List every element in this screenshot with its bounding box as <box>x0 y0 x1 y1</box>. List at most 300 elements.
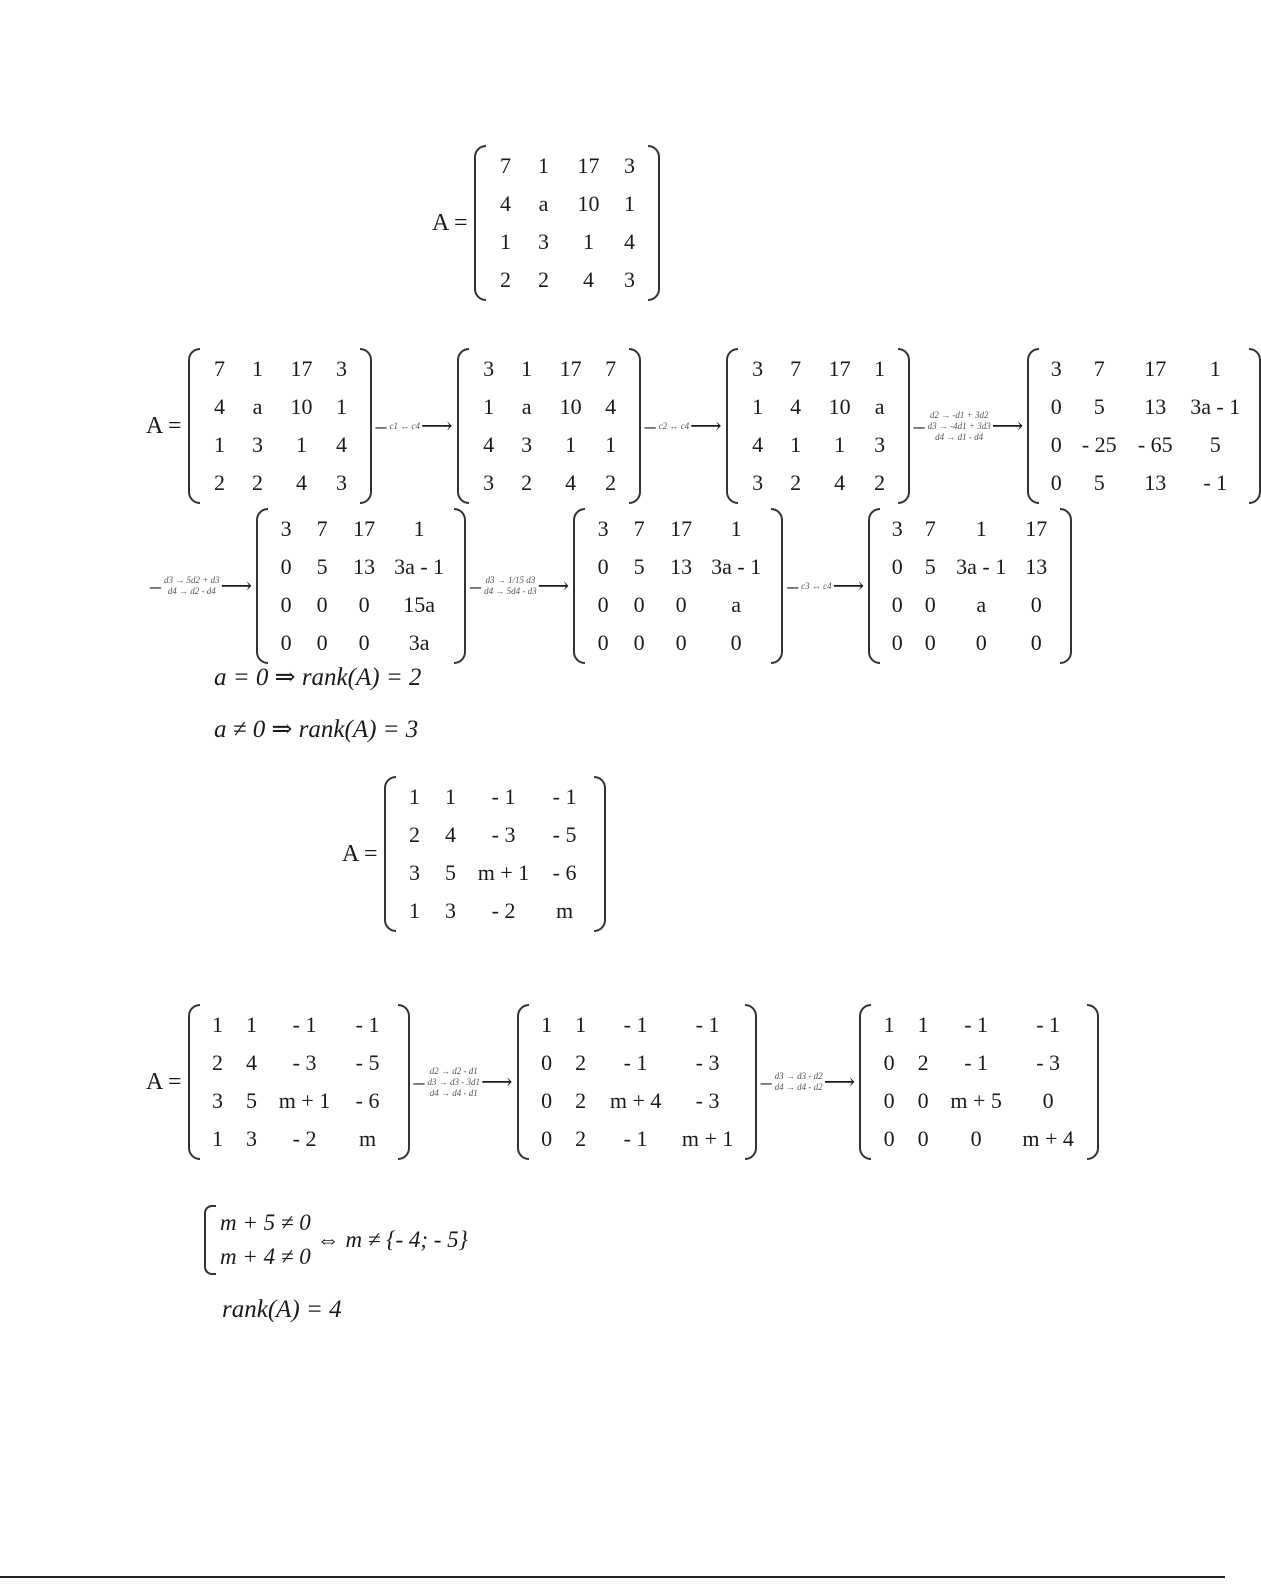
matrix-cell: 7 <box>924 516 936 541</box>
matrix-cell: - 2 <box>292 1126 317 1151</box>
matrix-cell: 0 <box>883 1126 895 1151</box>
left-paren <box>188 1004 200 1160</box>
operation-label: d3 → d3 - 3d1 <box>427 1076 481 1087</box>
matrix-cell: 4 <box>834 470 846 495</box>
matrix-cell: 1 <box>521 356 533 381</box>
matrix-cell: 13 <box>1144 394 1167 419</box>
left-paren <box>474 145 486 301</box>
matrix-cell: 3a - 1 <box>711 554 762 579</box>
matrix-cell: a <box>874 394 885 419</box>
matrix-row <box>1041 464 1247 502</box>
matrix-cell: - 1 <box>552 784 577 809</box>
row-operation-arrow <box>914 410 1024 443</box>
matrix-cell: 5 <box>316 554 328 579</box>
right-paren <box>1060 508 1072 664</box>
matrix-body <box>469 348 629 504</box>
matrix-cell: 2 <box>575 1050 587 1075</box>
operation-label: c3 ↔ c4 <box>801 580 832 591</box>
matrix-cell: 4 <box>246 1050 258 1075</box>
matrix-cell: - 6 <box>355 1088 380 1113</box>
matrix-cell: 17 <box>353 516 376 541</box>
matrix-cell: 1 <box>605 432 617 457</box>
matrix-cell: 2 <box>917 1050 929 1075</box>
right-arrow-icon: ⟶ <box>991 413 1024 438</box>
row-operation-arrow <box>470 573 569 599</box>
matrix-row <box>531 1006 743 1044</box>
matrix-cell: 1 <box>252 356 264 381</box>
matrix-row <box>488 223 646 261</box>
matrix-cell: 0 <box>633 592 645 617</box>
matrix-label: A = <box>432 209 468 236</box>
dash-symbol: – <box>470 573 482 598</box>
condition-system <box>204 1205 468 1275</box>
matrix <box>384 776 606 932</box>
matrix-cell: 1 <box>565 432 577 457</box>
matrix-cell: 5 <box>445 860 457 885</box>
right-paren <box>1087 1004 1099 1160</box>
matrix-cell: 5 <box>924 554 936 579</box>
matrix-cell: 1 <box>212 1012 224 1037</box>
right-paren <box>1249 348 1261 504</box>
left-paren <box>868 508 880 664</box>
matrix-cell: 1 <box>336 394 348 419</box>
row-operation-arrow <box>787 573 864 599</box>
matrix <box>859 1004 1099 1160</box>
matrix <box>517 1004 757 1160</box>
matrix-cell: 0 <box>1050 470 1062 495</box>
matrix-cell: - 1 <box>1036 1012 1061 1037</box>
matrix-row <box>531 1082 743 1120</box>
matrix <box>188 1004 410 1160</box>
matrix-body <box>200 348 360 504</box>
matrix-cell: 3a - 1 <box>1190 394 1241 419</box>
matrix-cell: 3 <box>1050 356 1062 381</box>
matrix <box>256 508 466 664</box>
matrix-cell: 3 <box>445 898 457 923</box>
right-paren <box>771 508 783 664</box>
matrix-row <box>1041 388 1247 426</box>
left-paren <box>256 508 268 664</box>
matrix-cell: 1 <box>874 356 886 381</box>
matrix-cell: 3 <box>212 1088 224 1113</box>
dash-symbol: – <box>375 413 387 438</box>
matrix-cell: - 3 <box>695 1050 720 1075</box>
matrix-row <box>471 350 627 388</box>
matrix-row <box>873 1006 1085 1044</box>
matrix-cell: 7 <box>316 516 328 541</box>
matrix-body <box>268 508 454 664</box>
matrix-body <box>871 1004 1087 1160</box>
matrix-cell: 7 <box>605 356 617 381</box>
operation-labels <box>928 410 991 443</box>
matrix-body <box>200 1004 398 1160</box>
matrix-cell: - 65 <box>1137 432 1173 457</box>
matrix-cell: 0 <box>891 592 903 617</box>
matrix-row <box>587 510 769 548</box>
matrix-cell: 1 <box>212 1126 224 1151</box>
dash-symbol: – <box>913 413 925 438</box>
operation-labels <box>801 581 832 592</box>
right-paren <box>648 145 660 301</box>
matrix-cell: 0 <box>633 630 645 655</box>
matrix-row <box>202 1120 396 1158</box>
condition-line: m + 5 ≠ 0 <box>220 1210 311 1235</box>
problem2-reduction-row <box>146 1004 1099 1160</box>
matrix-cell: 5 <box>1093 470 1105 495</box>
matrix-cell: 17 <box>1025 516 1048 541</box>
right-paren <box>898 348 910 504</box>
matrix-cell: m + 5 <box>950 1088 1002 1113</box>
matrix-cell: 3 <box>246 1126 258 1151</box>
matrix-row <box>1041 350 1247 388</box>
operation-label: d3 → -4d1 + 3d3 <box>927 420 991 431</box>
right-paren <box>745 1004 757 1160</box>
matrix-row <box>202 1082 396 1120</box>
matrix-row <box>740 388 896 426</box>
matrix-row <box>531 1120 743 1158</box>
matrix-cell: - 5 <box>552 822 577 847</box>
matrix-cell: 1 <box>752 394 764 419</box>
matrix-cell: 0 <box>597 592 609 617</box>
matrix-cell: 1 <box>883 1012 895 1037</box>
matrix-body <box>486 145 648 301</box>
matrix-cell: 0 <box>883 1088 895 1113</box>
matrix-cell: 7 <box>790 356 802 381</box>
matrix-cell: 0 <box>924 592 936 617</box>
matrix-cell: 0 <box>541 1126 553 1151</box>
dash-symbol: – <box>413 1069 425 1094</box>
matrix-cell: 1 <box>834 432 846 457</box>
matrix-cell: 13 <box>353 554 376 579</box>
matrix-cell: 5 <box>1093 394 1105 419</box>
matrix-cell: 13 <box>1025 554 1048 579</box>
operation-label: d3 → 1/15 d3 <box>485 575 536 585</box>
matrix-cell: 2 <box>409 822 421 847</box>
dash-symbol: – <box>150 573 161 598</box>
operation-label: d3 → 5d2 + d3 <box>164 575 220 585</box>
matrix-cell: 1 <box>1209 356 1221 381</box>
matrix-cell: 3a - 1 <box>956 554 1007 579</box>
right-paren <box>454 508 466 664</box>
matrix-cell: 4 <box>336 432 348 457</box>
matrix-label: A = <box>146 412 182 439</box>
matrix-cell: 0 <box>1050 394 1062 419</box>
operation-labels <box>659 421 690 432</box>
matrix-cell: - 6 <box>552 860 577 885</box>
matrix-cell: 3 <box>336 356 348 381</box>
matrix-cell: 3 <box>597 516 609 541</box>
matrix-cell: - 1 <box>292 1012 317 1037</box>
matrix-body <box>880 508 1060 664</box>
matrix-cell: 4 <box>483 432 495 457</box>
matrix-cell: 3 <box>624 153 636 178</box>
matrix <box>573 508 783 664</box>
operation-label: d4 → d4 - d1 <box>429 1087 478 1098</box>
right-arrow-icon: ⟶ <box>421 413 453 438</box>
matrix-cell: 1 <box>917 1012 929 1037</box>
matrix-cell: 4 <box>605 394 617 419</box>
matrix-cell: 1 <box>409 784 421 809</box>
matrix-cell: 0 <box>883 1050 895 1075</box>
matrix-cell: 10 <box>290 394 313 419</box>
right-paren <box>629 348 641 504</box>
matrix-cell: 17 <box>290 356 313 381</box>
row-operation-arrow <box>645 413 722 439</box>
matrix-cell: 17 <box>577 153 600 178</box>
matrix-row <box>873 1044 1085 1082</box>
matrix-cell: 0 <box>917 1088 929 1113</box>
operation-labels <box>484 575 537 597</box>
operation-labels <box>428 1066 481 1099</box>
matrix-cell: m + 1 <box>477 860 530 885</box>
matrix-cell: 0 <box>597 630 609 655</box>
matrix-cell: 3 <box>752 470 764 495</box>
matrix-row <box>740 464 896 502</box>
matrix-cell: - 1 <box>623 1126 648 1151</box>
right-paren <box>594 776 606 932</box>
matrix <box>1027 348 1261 504</box>
matrix-cell: - 2 <box>491 898 516 923</box>
matrix-row <box>270 586 452 624</box>
problem1-reduction-row1 <box>146 348 1261 504</box>
matrix-cell: 0 <box>891 554 903 579</box>
matrix-cell: 4 <box>565 470 577 495</box>
matrix-cell: - 1 <box>695 1012 720 1037</box>
left-brace <box>204 1205 216 1275</box>
matrix-cell: 0 <box>924 630 936 655</box>
matrix-cell: 0 <box>280 592 292 617</box>
matrix-cell: - 3 <box>695 1088 720 1113</box>
matrix-cell: 0 <box>1050 432 1062 457</box>
matrix-cell: 7 <box>1093 356 1105 381</box>
matrix <box>188 348 372 504</box>
matrix-cell: 2 <box>521 470 533 495</box>
matrix-cell: 0 <box>280 630 292 655</box>
matrix-cell: 0 <box>541 1050 553 1075</box>
matrix-label: A = <box>146 1068 182 1095</box>
matrix-cell: 5 <box>633 554 645 579</box>
matrix-cell: 3a - 1 <box>394 554 445 579</box>
matrix-cell: 1 <box>296 432 308 457</box>
matrix-cell: 10 <box>828 394 851 419</box>
operation-labels <box>164 575 220 597</box>
matrix-cell: 0 <box>891 630 903 655</box>
matrix-cell: a <box>521 394 532 419</box>
matrix-cell: m <box>555 898 574 923</box>
matrix-row <box>202 350 358 388</box>
matrix-cell: 1 <box>483 394 495 419</box>
right-arrow-icon: ⟶ <box>220 573 253 598</box>
matrix-cell: 1 <box>214 432 226 457</box>
matrix-cell: 2 <box>252 470 264 495</box>
rank-result-a-zero: a = 0 ⇒ rank(A) = 2 <box>214 664 422 691</box>
matrix-cell: 1 <box>246 1012 258 1037</box>
left-paren <box>457 348 469 504</box>
matrix-cell: 1 <box>445 784 457 809</box>
matrix-cell: - 5 <box>355 1050 380 1075</box>
matrix-cell: 4 <box>214 394 226 419</box>
matrix-cell: 3 <box>483 470 495 495</box>
matrix-cell: 10 <box>559 394 582 419</box>
matrix-cell: 3 <box>521 432 533 457</box>
matrix-cell: 0 <box>597 554 609 579</box>
left-paren <box>188 348 200 504</box>
operation-labels <box>775 1071 823 1093</box>
matrix-cell: 7 <box>214 356 226 381</box>
matrix-cell: 1 <box>413 516 425 541</box>
matrix-cell: 0 <box>541 1088 553 1113</box>
final-rank: rank(A) = 4 <box>222 1296 342 1323</box>
matrix-row <box>882 510 1058 548</box>
condition-result: ⇔ m ≠ {- 4; - 5} <box>316 1227 468 1252</box>
matrix-cell: 2 <box>212 1050 224 1075</box>
matrix-cell: 7 <box>633 516 645 541</box>
condition-line: m + 4 ≠ 0 <box>220 1244 311 1269</box>
matrix-row <box>202 464 358 502</box>
matrix-cell: 17 <box>670 516 693 541</box>
matrix-cell: 3 <box>752 356 764 381</box>
matrix-cell: 0 <box>1030 630 1042 655</box>
matrix-cell: - 3 <box>292 1050 317 1075</box>
matrix-cell: a <box>976 592 987 617</box>
matrix <box>474 145 660 301</box>
matrix-body <box>585 508 771 664</box>
matrix-cell: 15a <box>403 592 435 617</box>
row-operation-arrow <box>761 1069 856 1095</box>
matrix-cell: 1 <box>790 432 802 457</box>
matrix-cell: 5 <box>246 1088 258 1113</box>
left-paren <box>517 1004 529 1160</box>
matrix-cell: 4 <box>624 229 636 254</box>
matrix-cell: 0 <box>675 592 687 617</box>
matrix <box>868 508 1072 664</box>
matrix-row <box>471 464 627 502</box>
right-arrow-icon: ⟶ <box>690 413 722 438</box>
left-paren <box>384 776 396 932</box>
right-arrow-icon: ⟶ <box>537 573 570 598</box>
matrix-cell: 0 <box>316 630 328 655</box>
operation-label: d2 → d2 - d1 <box>429 1065 478 1076</box>
row-operation-arrow <box>414 1066 513 1099</box>
matrix-row <box>882 624 1058 662</box>
matrix-row <box>270 624 452 662</box>
matrix-cell: 4 <box>583 267 595 292</box>
matrix-body <box>1039 348 1249 504</box>
matrix-cell: 4 <box>752 432 764 457</box>
matrix-cell: 2 <box>575 1126 587 1151</box>
matrix-row <box>740 426 896 464</box>
matrix-cell: 0 <box>730 630 742 655</box>
matrix-row <box>882 586 1058 624</box>
matrix-cell: m + 4 <box>1022 1126 1074 1151</box>
matrix-cell: 2 <box>790 470 802 495</box>
matrix-cell: 17 <box>828 356 851 381</box>
matrix-row <box>471 388 627 426</box>
matrix-cell: 3 <box>280 516 292 541</box>
matrix-cell: - 1 <box>491 784 516 809</box>
row-operation-arrow <box>150 573 252 599</box>
problem1-reduction-row2 <box>146 508 1072 664</box>
matrix-row <box>270 548 452 586</box>
matrix-row <box>398 854 592 892</box>
matrix-cell: 1 <box>624 191 636 216</box>
operation-label: d4 → d2 - d4 <box>167 586 216 596</box>
matrix-body <box>529 1004 745 1160</box>
operation-label: d4 → d1 - d4 <box>935 431 984 442</box>
matrix-row <box>587 548 769 586</box>
problem2-matrix-equation <box>342 776 606 932</box>
matrix-row <box>202 1006 396 1044</box>
matrix-cell: 5 <box>1209 432 1221 457</box>
matrix-cell: 0 <box>1042 1088 1054 1113</box>
operation-label: c2 ↔ c4 <box>658 420 690 431</box>
matrix-cell: 0 <box>1030 592 1042 617</box>
matrix-cell: - 3 <box>1036 1050 1061 1075</box>
matrix-row <box>488 261 646 299</box>
matrix-row <box>398 778 592 816</box>
matrix-cell: 2 <box>605 470 617 495</box>
right-arrow-icon: ⟶ <box>823 1069 856 1094</box>
left-paren <box>573 508 585 664</box>
matrix-cell: 4 <box>500 191 512 216</box>
dash-symbol: – <box>787 573 799 598</box>
matrix-cell: - 1 <box>1203 470 1228 495</box>
operation-labels <box>390 421 421 432</box>
matrix-row <box>488 185 646 223</box>
matrix-row <box>740 350 896 388</box>
operation-label: d3 → d3 - d2 <box>774 1071 823 1081</box>
matrix-cell: 4 <box>296 470 308 495</box>
matrix-row <box>202 388 358 426</box>
matrix-cell: 0 <box>975 630 987 655</box>
dash-symbol: – <box>644 413 656 438</box>
matrix-cell: 2 <box>538 267 550 292</box>
matrix-cell: - 1 <box>964 1050 989 1075</box>
matrix-cell: 1 <box>409 898 421 923</box>
matrix-cell: 0 <box>358 592 370 617</box>
matrix-cell: 3 <box>409 860 421 885</box>
matrix-cell: m + 4 <box>609 1088 662 1113</box>
matrix-cell: 1 <box>575 1012 587 1037</box>
matrix-cell: 0 <box>917 1126 929 1151</box>
matrix-row <box>873 1082 1085 1120</box>
matrix-cell: - 3 <box>491 822 516 847</box>
matrix-cell: 2 <box>575 1088 587 1113</box>
matrix-cell: 17 <box>559 356 582 381</box>
matrix-row <box>202 1044 396 1082</box>
matrix <box>726 348 910 504</box>
matrix-cell: 0 <box>358 630 370 655</box>
matrix-cell: 1 <box>975 516 987 541</box>
left-paren <box>859 1004 871 1160</box>
matrix-cell: 0 <box>280 554 292 579</box>
matrix-row <box>270 510 452 548</box>
matrix-row <box>882 548 1058 586</box>
matrix-cell: 1 <box>730 516 742 541</box>
matrix-cell: 1 <box>541 1012 553 1037</box>
left-paren <box>726 348 738 504</box>
right-paren <box>398 1004 410 1160</box>
row-operation-arrow <box>376 413 453 439</box>
rank-result-a-nonzero: a ≠ 0 ⇒ rank(A) = 3 <box>214 716 419 743</box>
operation-label: d4 → 5d4 - d3 <box>484 586 537 596</box>
matrix-cell: 13 <box>670 554 693 579</box>
matrix-row <box>471 426 627 464</box>
matrix-row <box>531 1044 743 1082</box>
operation-label: d2 → -d1 + 3d2 <box>929 409 989 420</box>
matrix-row <box>587 624 769 662</box>
matrix-cell: - 1 <box>964 1012 989 1037</box>
